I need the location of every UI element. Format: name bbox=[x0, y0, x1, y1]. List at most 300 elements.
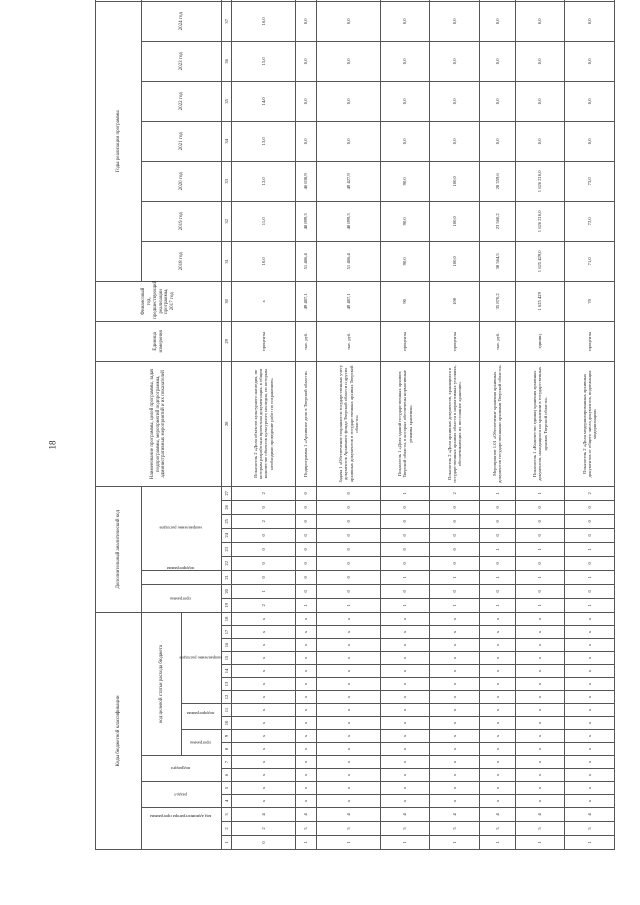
code-cell: х bbox=[317, 782, 381, 795]
column-number: 4 bbox=[222, 795, 232, 808]
row-unit: тыс. руб. bbox=[295, 321, 317, 361]
code-cell: х bbox=[515, 678, 565, 691]
code-cell: 1 bbox=[515, 598, 565, 612]
row-unit: проценты bbox=[380, 321, 430, 361]
code-cell: 5 bbox=[317, 822, 381, 836]
row-year-value: 0,0 bbox=[565, 81, 615, 121]
code-cell: х bbox=[317, 730, 381, 743]
column-number: 14 bbox=[222, 665, 232, 678]
code-cell: 4 bbox=[317, 808, 381, 822]
column-number: 15 bbox=[222, 652, 232, 665]
row-year-value: 100,0 bbox=[430, 201, 480, 241]
code-cell: 0 bbox=[565, 528, 615, 542]
code-cell: 1 bbox=[380, 598, 430, 612]
code-cell: х bbox=[565, 652, 615, 665]
row-year-value: 1 625 429,0 bbox=[515, 241, 565, 281]
code-cell: 1 bbox=[565, 836, 615, 850]
code-cell: х bbox=[515, 691, 565, 704]
code-cell: х bbox=[565, 678, 615, 691]
code-cell: 0 bbox=[515, 556, 565, 570]
column-number: 34 bbox=[222, 121, 232, 161]
code-cell: 0 bbox=[430, 528, 480, 542]
table-row bbox=[232, 0, 296, 850]
code-cell: 1 bbox=[317, 836, 381, 850]
table-row bbox=[295, 0, 317, 850]
column-number: 37 bbox=[222, 1, 232, 41]
code-cell: х bbox=[565, 769, 615, 782]
column-number: 17 bbox=[222, 626, 232, 639]
code-cell: 0 bbox=[380, 514, 430, 528]
column-number: 20 bbox=[222, 584, 232, 598]
row-year-value: 0,0 bbox=[317, 121, 381, 161]
code-cell: 0 bbox=[565, 514, 615, 528]
code-cell: 1 bbox=[380, 836, 430, 850]
code-cell: х bbox=[480, 795, 516, 808]
code-cell: 0 bbox=[515, 584, 565, 598]
code-cell: 1 bbox=[480, 542, 516, 556]
code-cell: 2 bbox=[565, 486, 615, 500]
code-cell: 1 bbox=[295, 836, 317, 850]
table-row bbox=[480, 0, 516, 850]
code-cell: 0 bbox=[515, 528, 565, 542]
target-header bbox=[96, 0, 142, 1]
code-cell: х bbox=[515, 756, 565, 769]
row-year-value: 100,0 bbox=[430, 241, 480, 281]
year-2019-header: 2019 год bbox=[142, 201, 222, 241]
row-year-value: 0,0 bbox=[295, 121, 317, 161]
row-target-value bbox=[565, 0, 615, 1]
code-cell: 0 bbox=[295, 584, 317, 598]
code-group-header: Коды бюджетной классификации bbox=[96, 612, 142, 849]
column-number: 8 bbox=[222, 743, 232, 756]
row-fin-year: 1 625 429 bbox=[515, 281, 565, 321]
code-cell: х bbox=[295, 665, 317, 678]
value-header bbox=[142, 0, 222, 1]
code-cell: х bbox=[480, 769, 516, 782]
code-cell: х bbox=[232, 743, 296, 756]
code-cell: 0 bbox=[295, 556, 317, 570]
row-target-value bbox=[515, 0, 565, 1]
unit-header: Единица измерения bbox=[96, 321, 222, 361]
code-cell: 1 bbox=[480, 836, 516, 850]
row-year-value: 0,0 bbox=[480, 81, 516, 121]
code-cell: 0 bbox=[515, 500, 565, 514]
code-cell: х bbox=[565, 730, 615, 743]
program-table bbox=[95, 0, 615, 850]
code-cell: 0 bbox=[430, 542, 480, 556]
row-year-value: 71,0 bbox=[565, 241, 615, 281]
row-target-value bbox=[232, 0, 296, 1]
code-cell: 0 bbox=[232, 570, 296, 584]
code-cell: 2 bbox=[232, 514, 296, 528]
code-cell: х bbox=[295, 704, 317, 717]
code-cell: 0 bbox=[380, 528, 430, 542]
code-cell: 1 bbox=[480, 598, 516, 612]
code-cell: х bbox=[380, 717, 430, 730]
row-unit: проценты bbox=[232, 321, 296, 361]
code-cell: 1 bbox=[565, 570, 615, 584]
code-cell: х bbox=[295, 795, 317, 808]
row-year-value: 0,0 bbox=[515, 41, 565, 81]
code-cell: х bbox=[295, 691, 317, 704]
row-year-value: 0,0 bbox=[480, 41, 516, 81]
code-cell: 1 bbox=[430, 598, 480, 612]
row-year-value: 0,0 bbox=[480, 121, 516, 161]
code-cell: 0 bbox=[317, 528, 381, 542]
code-cell: 0 bbox=[317, 570, 381, 584]
code-cell: х bbox=[565, 795, 615, 808]
row-year-value: 72,0 bbox=[565, 201, 615, 241]
code-cell: 5 bbox=[480, 822, 516, 836]
code-cell: 5 bbox=[295, 822, 317, 836]
code-cell: х bbox=[515, 782, 565, 795]
row-year-value: 51 486,4 bbox=[317, 241, 381, 281]
column-number: 18 bbox=[222, 612, 232, 625]
code-cell: х bbox=[515, 639, 565, 652]
column-number: 26 bbox=[222, 500, 232, 514]
row-name: Подпрограмма 1 «Архивное дело в Тверской области» bbox=[295, 361, 317, 486]
row-fin-year: 100 bbox=[430, 281, 480, 321]
code-cell: х bbox=[565, 717, 615, 730]
code-cell: х bbox=[480, 639, 516, 652]
column-number: 22 bbox=[222, 556, 232, 570]
year-2020-header: 2020 год bbox=[142, 161, 222, 201]
row-year-value: 73,0 bbox=[565, 161, 615, 201]
row-year-value: 0,0 bbox=[295, 41, 317, 81]
code-cell: 0 bbox=[295, 500, 317, 514]
table-row bbox=[317, 0, 381, 850]
code-cell: 1 bbox=[232, 584, 296, 598]
code-cell: х bbox=[430, 626, 480, 639]
code-cell: х bbox=[380, 743, 430, 756]
code-cell: х bbox=[380, 678, 430, 691]
code-cell: 0 bbox=[480, 528, 516, 542]
code-cell: х bbox=[295, 730, 317, 743]
year-2024-header: 2024 год bbox=[142, 1, 222, 41]
column-number: 2 bbox=[222, 822, 232, 836]
code-cell: х bbox=[232, 756, 296, 769]
row-year-value: 13,0 bbox=[232, 121, 296, 161]
code-cell: х bbox=[430, 665, 480, 678]
row-year-value: 90,0 bbox=[380, 241, 430, 281]
code-cell: х bbox=[430, 691, 480, 704]
code-cell: х bbox=[480, 743, 516, 756]
row-target-value bbox=[480, 0, 516, 1]
code-cell: х bbox=[430, 743, 480, 756]
code-cell: 2 bbox=[232, 598, 296, 612]
admin-code-header: код администратора программы bbox=[142, 808, 222, 850]
code-cell: х bbox=[295, 652, 317, 665]
column-number: 10 bbox=[222, 717, 232, 730]
code-cell: х bbox=[317, 769, 381, 782]
column-number: 11 bbox=[222, 704, 232, 717]
column-number: 36 bbox=[222, 41, 232, 81]
code-cell: х bbox=[317, 652, 381, 665]
code-cell: х bbox=[295, 626, 317, 639]
code-cell: 0 bbox=[295, 528, 317, 542]
code-cell: 0 bbox=[480, 556, 516, 570]
year-2023-header: 2023 год bbox=[142, 41, 222, 81]
row-fin-year: 70 bbox=[565, 281, 615, 321]
code-cell: 0 bbox=[317, 500, 381, 514]
row-year-value: 0,0 bbox=[380, 1, 430, 41]
code-cell: х bbox=[480, 612, 516, 625]
code-cell: х bbox=[430, 730, 480, 743]
code-cell: х bbox=[380, 652, 430, 665]
column-number: 31 bbox=[222, 241, 232, 281]
code-cell: 0 bbox=[480, 584, 516, 598]
code-cell: х bbox=[480, 678, 516, 691]
row-year-value: 46 838,9 bbox=[295, 161, 317, 201]
code-cell: 0 bbox=[430, 556, 480, 570]
row-target-value bbox=[295, 0, 317, 1]
code-cell: х bbox=[317, 665, 381, 678]
code-cell: х bbox=[515, 717, 565, 730]
code-cell: х bbox=[480, 626, 516, 639]
row-target-value bbox=[430, 0, 480, 1]
code-cell: х bbox=[232, 717, 296, 730]
code-cell: х bbox=[430, 639, 480, 652]
column-number: 6 bbox=[222, 769, 232, 782]
code-cell: 0 bbox=[295, 542, 317, 556]
code-cell: х bbox=[232, 704, 296, 717]
row-year-value: 0,0 bbox=[317, 41, 381, 81]
row-name: Показатель 1 «Доля зданий государственных архивов Тверской области, в которых обеспечены нормативные режимы хранения» bbox=[380, 361, 430, 486]
code-cell: х bbox=[317, 743, 381, 756]
column-number: 25 bbox=[222, 514, 232, 528]
code-cell: х bbox=[317, 756, 381, 769]
code-cell: х bbox=[515, 704, 565, 717]
code-cell: х bbox=[480, 652, 516, 665]
row-year-value: 1 626 210,0 bbox=[515, 161, 565, 201]
column-number: 28 bbox=[222, 361, 232, 486]
column-number: 21 bbox=[222, 570, 232, 584]
code-cell: х bbox=[232, 678, 296, 691]
row-year-value: 0,0 bbox=[565, 1, 615, 41]
row-name: Мероприятие 1.01 «Обеспечение хранения архивных документов государственными архивами Тверской области» bbox=[480, 361, 516, 486]
fin-year-header: Финансовый год, предшествующий реализации программы, 2017 год bbox=[96, 281, 222, 321]
subprogram-code-header: подпрограмма bbox=[182, 704, 222, 730]
row-year-value: 0,0 bbox=[480, 1, 516, 41]
row-name: Показатель 2 «Доля объектов культурного наследия, по которым разработана проектная документация, в общем количестве объектов культурного наследия, по которым необходимо проведение работ по сохранению» bbox=[232, 361, 296, 486]
code-cell: х bbox=[380, 612, 430, 625]
row-unit: проценты bbox=[565, 321, 615, 361]
row-year-value: 0,0 bbox=[565, 121, 615, 161]
extra-code-header: Дополнительный аналитический код bbox=[96, 486, 142, 612]
code-cell: х bbox=[295, 743, 317, 756]
code-cell: х bbox=[515, 612, 565, 625]
code-cell: х bbox=[480, 756, 516, 769]
column-number: 13 bbox=[222, 678, 232, 691]
program-code-header: программа bbox=[182, 730, 222, 756]
extra-subprogram-header: подпрограмма bbox=[142, 570, 222, 584]
code-cell: 0 bbox=[380, 584, 430, 598]
code-cell: 4 bbox=[430, 808, 480, 822]
code-cell: х bbox=[232, 639, 296, 652]
code-cell: 0 bbox=[565, 500, 615, 514]
code-cell: 0 bbox=[565, 584, 615, 598]
row-year-value: 0,0 bbox=[515, 81, 565, 121]
code-cell: х bbox=[515, 665, 565, 678]
code-cell: х bbox=[380, 730, 430, 743]
row-year-value: 10,0 bbox=[232, 241, 296, 281]
direction-code-header: направление расходов bbox=[182, 612, 222, 703]
code-cell: 4 bbox=[380, 808, 430, 822]
row-year-value: 38 564,5 bbox=[480, 241, 516, 281]
code-cell: 4 bbox=[480, 808, 516, 822]
code-cell: 0 bbox=[317, 486, 381, 500]
code-cell: 5 bbox=[565, 822, 615, 836]
code-cell: 1 bbox=[515, 570, 565, 584]
row-year-value: 100,0 bbox=[430, 161, 480, 201]
code-cell: 5 bbox=[515, 822, 565, 836]
code-cell: 2 bbox=[232, 486, 296, 500]
page-number: 18 bbox=[47, 440, 58, 450]
table-row bbox=[515, 0, 565, 850]
row-year-value: 48 899,3 bbox=[295, 201, 317, 241]
code-cell: 1 bbox=[565, 598, 615, 612]
year-2018-header: 2018 год bbox=[142, 241, 222, 281]
row-year-value: 0,0 bbox=[430, 41, 480, 81]
code-cell: 1 bbox=[515, 486, 565, 500]
column-number bbox=[222, 0, 232, 1]
code-cell: х bbox=[380, 626, 430, 639]
year-2021-header: 2021 год bbox=[142, 121, 222, 161]
code-cell: 0 bbox=[380, 556, 430, 570]
code-cell: х bbox=[380, 704, 430, 717]
code-cell: 0 bbox=[317, 556, 381, 570]
column-number: 19 bbox=[222, 598, 232, 612]
code-cell: х bbox=[317, 691, 381, 704]
column-number: 9 bbox=[222, 730, 232, 743]
row-unit: тыс. руб. bbox=[480, 321, 516, 361]
code-cell: 0 bbox=[430, 584, 480, 598]
code-cell: х bbox=[317, 717, 381, 730]
code-cell: 1 bbox=[380, 570, 430, 584]
code-cell: х bbox=[380, 665, 430, 678]
code-cell: х bbox=[430, 756, 480, 769]
code-cell: 0 bbox=[232, 542, 296, 556]
target-code-header: код целевой статьи расхода бюджета bbox=[142, 612, 182, 755]
code-cell: 1 bbox=[380, 486, 430, 500]
code-cell: 0 bbox=[317, 584, 381, 598]
column-number: 16 bbox=[222, 639, 232, 652]
row-target-value bbox=[317, 0, 381, 1]
row-fin-year: 49 487,1 bbox=[295, 281, 317, 321]
code-cell: 1 bbox=[430, 570, 480, 584]
code-cell: 5 bbox=[380, 822, 430, 836]
code-cell: х bbox=[565, 756, 615, 769]
column-numbers-row bbox=[222, 0, 232, 850]
code-cell: х bbox=[565, 691, 615, 704]
code-cell: х bbox=[565, 612, 615, 625]
row-year-value: 0,0 bbox=[565, 41, 615, 81]
row-name: Показатель 2 «Доля модернизированных архивных документов от общего числа документов, подлежащих модернизации» bbox=[565, 361, 615, 486]
code-cell: 0 bbox=[430, 514, 480, 528]
row-year-value: 0,0 bbox=[380, 41, 430, 81]
code-cell: х bbox=[232, 612, 296, 625]
code-cell: 4 bbox=[295, 808, 317, 822]
name-header: Наименование программы, целей программы, задач подпрограммы, мероприятий подпрограммы, административных мероприятий и их показателей bbox=[96, 361, 222, 486]
row-name: Показатель 1 «Количество единиц хранения архивных документов, находящихся на хранении в государственных архивах Тверской области» bbox=[515, 361, 565, 486]
code-cell: 2 bbox=[430, 486, 480, 500]
code-cell: х bbox=[232, 730, 296, 743]
code-cell: х bbox=[565, 665, 615, 678]
code-cell: х bbox=[430, 717, 480, 730]
row-year-value: 12,0 bbox=[232, 161, 296, 201]
code-cell: х bbox=[232, 652, 296, 665]
code-cell: 0 bbox=[295, 486, 317, 500]
code-cell: х bbox=[430, 652, 480, 665]
code-cell: х bbox=[317, 626, 381, 639]
code-cell: х bbox=[480, 665, 516, 678]
code-cell: х bbox=[317, 639, 381, 652]
code-cell: 1 bbox=[430, 836, 480, 850]
code-cell: х bbox=[380, 639, 430, 652]
row-target-value bbox=[380, 0, 430, 1]
row-year-value: 23 560,2 bbox=[480, 201, 516, 241]
code-cell: 2 bbox=[232, 822, 296, 836]
code-cell: х bbox=[480, 704, 516, 717]
row-year-value: 51 486,4 bbox=[295, 241, 317, 281]
code-cell: х bbox=[232, 769, 296, 782]
code-cell: х bbox=[515, 626, 565, 639]
code-cell: х bbox=[295, 612, 317, 625]
code-cell: х bbox=[430, 769, 480, 782]
program-table-sheet bbox=[95, 12, 615, 850]
row-year-value: 1 626 210,0 bbox=[515, 201, 565, 241]
column-number: 24 bbox=[222, 528, 232, 542]
code-cell: х bbox=[295, 639, 317, 652]
code-cell: х bbox=[480, 730, 516, 743]
code-cell: х bbox=[380, 691, 430, 704]
column-number: 23 bbox=[222, 542, 232, 556]
row-year-value: 16,0 bbox=[232, 1, 296, 41]
code-cell: х bbox=[515, 769, 565, 782]
table-row bbox=[565, 0, 615, 850]
code-cell: х bbox=[232, 626, 296, 639]
row-year-value: 14,0 bbox=[232, 81, 296, 121]
code-cell: 1 bbox=[515, 836, 565, 850]
subsection-header: подраздел bbox=[142, 756, 222, 782]
column-number: 3 bbox=[222, 808, 232, 822]
row-fin-year: 35 870,2 bbox=[480, 281, 516, 321]
code-cell: х bbox=[317, 678, 381, 691]
code-cell: 0 bbox=[232, 528, 296, 542]
row-year-value: 0,0 bbox=[317, 1, 381, 41]
extra-program-header: программа bbox=[142, 584, 222, 612]
code-cell: х bbox=[515, 652, 565, 665]
code-cell: 0 bbox=[295, 570, 317, 584]
code-cell: х bbox=[515, 795, 565, 808]
section-header: раздел bbox=[142, 782, 222, 808]
row-year-value: 49 427,9 bbox=[317, 161, 381, 201]
row-year-value: 0,0 bbox=[317, 81, 381, 121]
column-number: 29 bbox=[222, 321, 232, 361]
code-cell: х bbox=[565, 704, 615, 717]
year-2022-header: 2022 год bbox=[142, 81, 222, 121]
code-cell: 1 bbox=[565, 542, 615, 556]
code-cell: 0 bbox=[380, 500, 430, 514]
column-number: 30 bbox=[222, 281, 232, 321]
table-row bbox=[380, 0, 430, 850]
code-cell: х bbox=[380, 756, 430, 769]
code-cell: 0 bbox=[480, 500, 516, 514]
code-cell: х bbox=[430, 704, 480, 717]
code-cell: 0 bbox=[480, 514, 516, 528]
code-cell: х bbox=[232, 665, 296, 678]
row-year-value: 0,0 bbox=[380, 81, 430, 121]
